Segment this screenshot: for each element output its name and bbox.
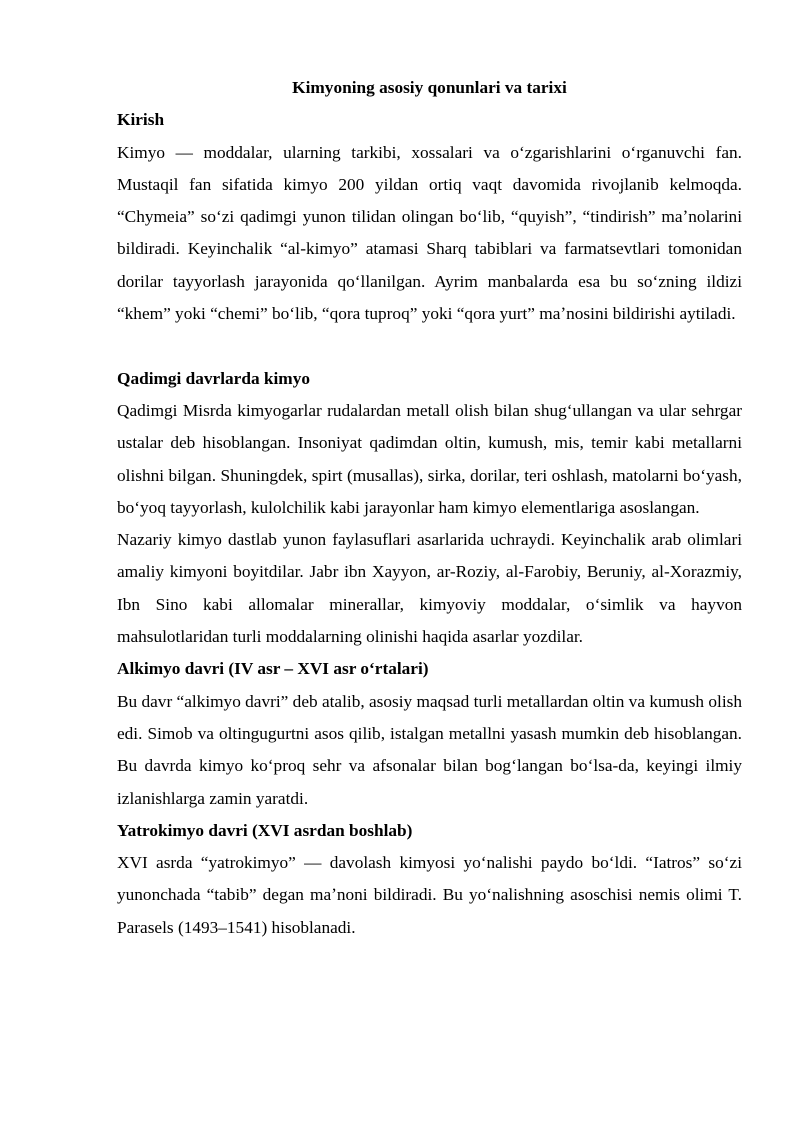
document-body bbox=[117, 72, 742, 944]
section-heading-kirish: Kirish bbox=[117, 110, 165, 130]
section-heading-yatrokimyo-davri: Yatrokimyo davri (XVI asrdan boshlab) bbox=[117, 820, 413, 840]
paragraph: Nazariy kimyo dastlab yunon faylasuflari asarlarida uchraydi. Keyinchalik arab olimlari amaliy kimyoni boyitdilar. Jabr ibn Xayyon, ar-Roziy, al-Farobiy, Beruniy, al-Xorazmiy, Ibn Sino kabi allomalar minerallar, kimyoviy moddalar, oʻsimlik va hayvon mahsulotlaridan turli moddalarning olinishi haqida asarlar yozdilar. bbox=[117, 530, 742, 647]
paragraph: XVI asrda “yatrokimyo” — davolash kimyosi yoʻnalishi paydo boʻldi. “Iatros” soʻzi yunonchada “tabib” degan maʼnoni bildiradi. Bu yoʻnalishning asoschisi nemis olimi T. Parasels (1493–1541) hisoblanadi. bbox=[117, 853, 742, 937]
blank-line bbox=[117, 330, 742, 362]
paragraph: Bu davr “alkimyo davri” deb atalib, asosiy maqsad turli metallardan oltin va kumush olish edi. Simob va oltingugurtni asos qilib, istalgan metallni yasash mumkin deb hisoblangan. Bu davrda kimyo koʻproq sehr va afsonalar bilan bogʻlangan boʻlsa-da, keyingi ilmiy izlanishlarga zamin yaratdi. bbox=[117, 691, 742, 808]
section-heading-alkimyo-davri: Alkimyo davri (IV asr – XVI asr oʻrtalari) bbox=[117, 659, 429, 679]
paragraph: Qadimgi Misrda kimyogarlar rudalardan metall olish bilan shugʻullangan va ular sehrgar ustalar deb hisoblangan. Insoniyat qadimdan oltin, kumush, mis, temir kabi metallarni olishni bilgan. Shuningdek, spirt (musallas), sirka, dorilar, teri oshlash, matolarni boʻyash, boʻyoq tayyorlash, kulolchilik kabi jarayonlar ham kimyo elementlariga asoslangan. bbox=[117, 400, 742, 517]
paragraph: Kimyo — moddalar, ularning tarkibi, xossalari va oʻzgarishlarini oʻrganuvchi fan. Mustaqil fan sifatida kimyo 200 yildan ortiq vaqt davomida rivojlanib kelmoqda. “Chymeia” soʻzi qadimgi yunon tilidan olingan boʻlib, “quyish”, “tindirish” maʼnolarini bildiradi. Keyinchalik “al-kimyo” atamasi Sharq tabiblari va farmatsevtlari tomonidan dorilar tayyorlash jarayonida qoʻllanilgan. Ayrim manbalarda esa bu soʻzning ildizi “khem” yoki “chemi” boʻlib, “qora tuproq” yoki “qora yurt” maʼnosini bildirishi aytiladi. bbox=[117, 142, 742, 324]
section-heading-qadimgi-davrlarda-kimyo: Qadimgi davrlarda kimyo bbox=[117, 368, 310, 388]
document-title: Kimyoning asosiy qonunlari va tarixi bbox=[292, 78, 567, 97]
